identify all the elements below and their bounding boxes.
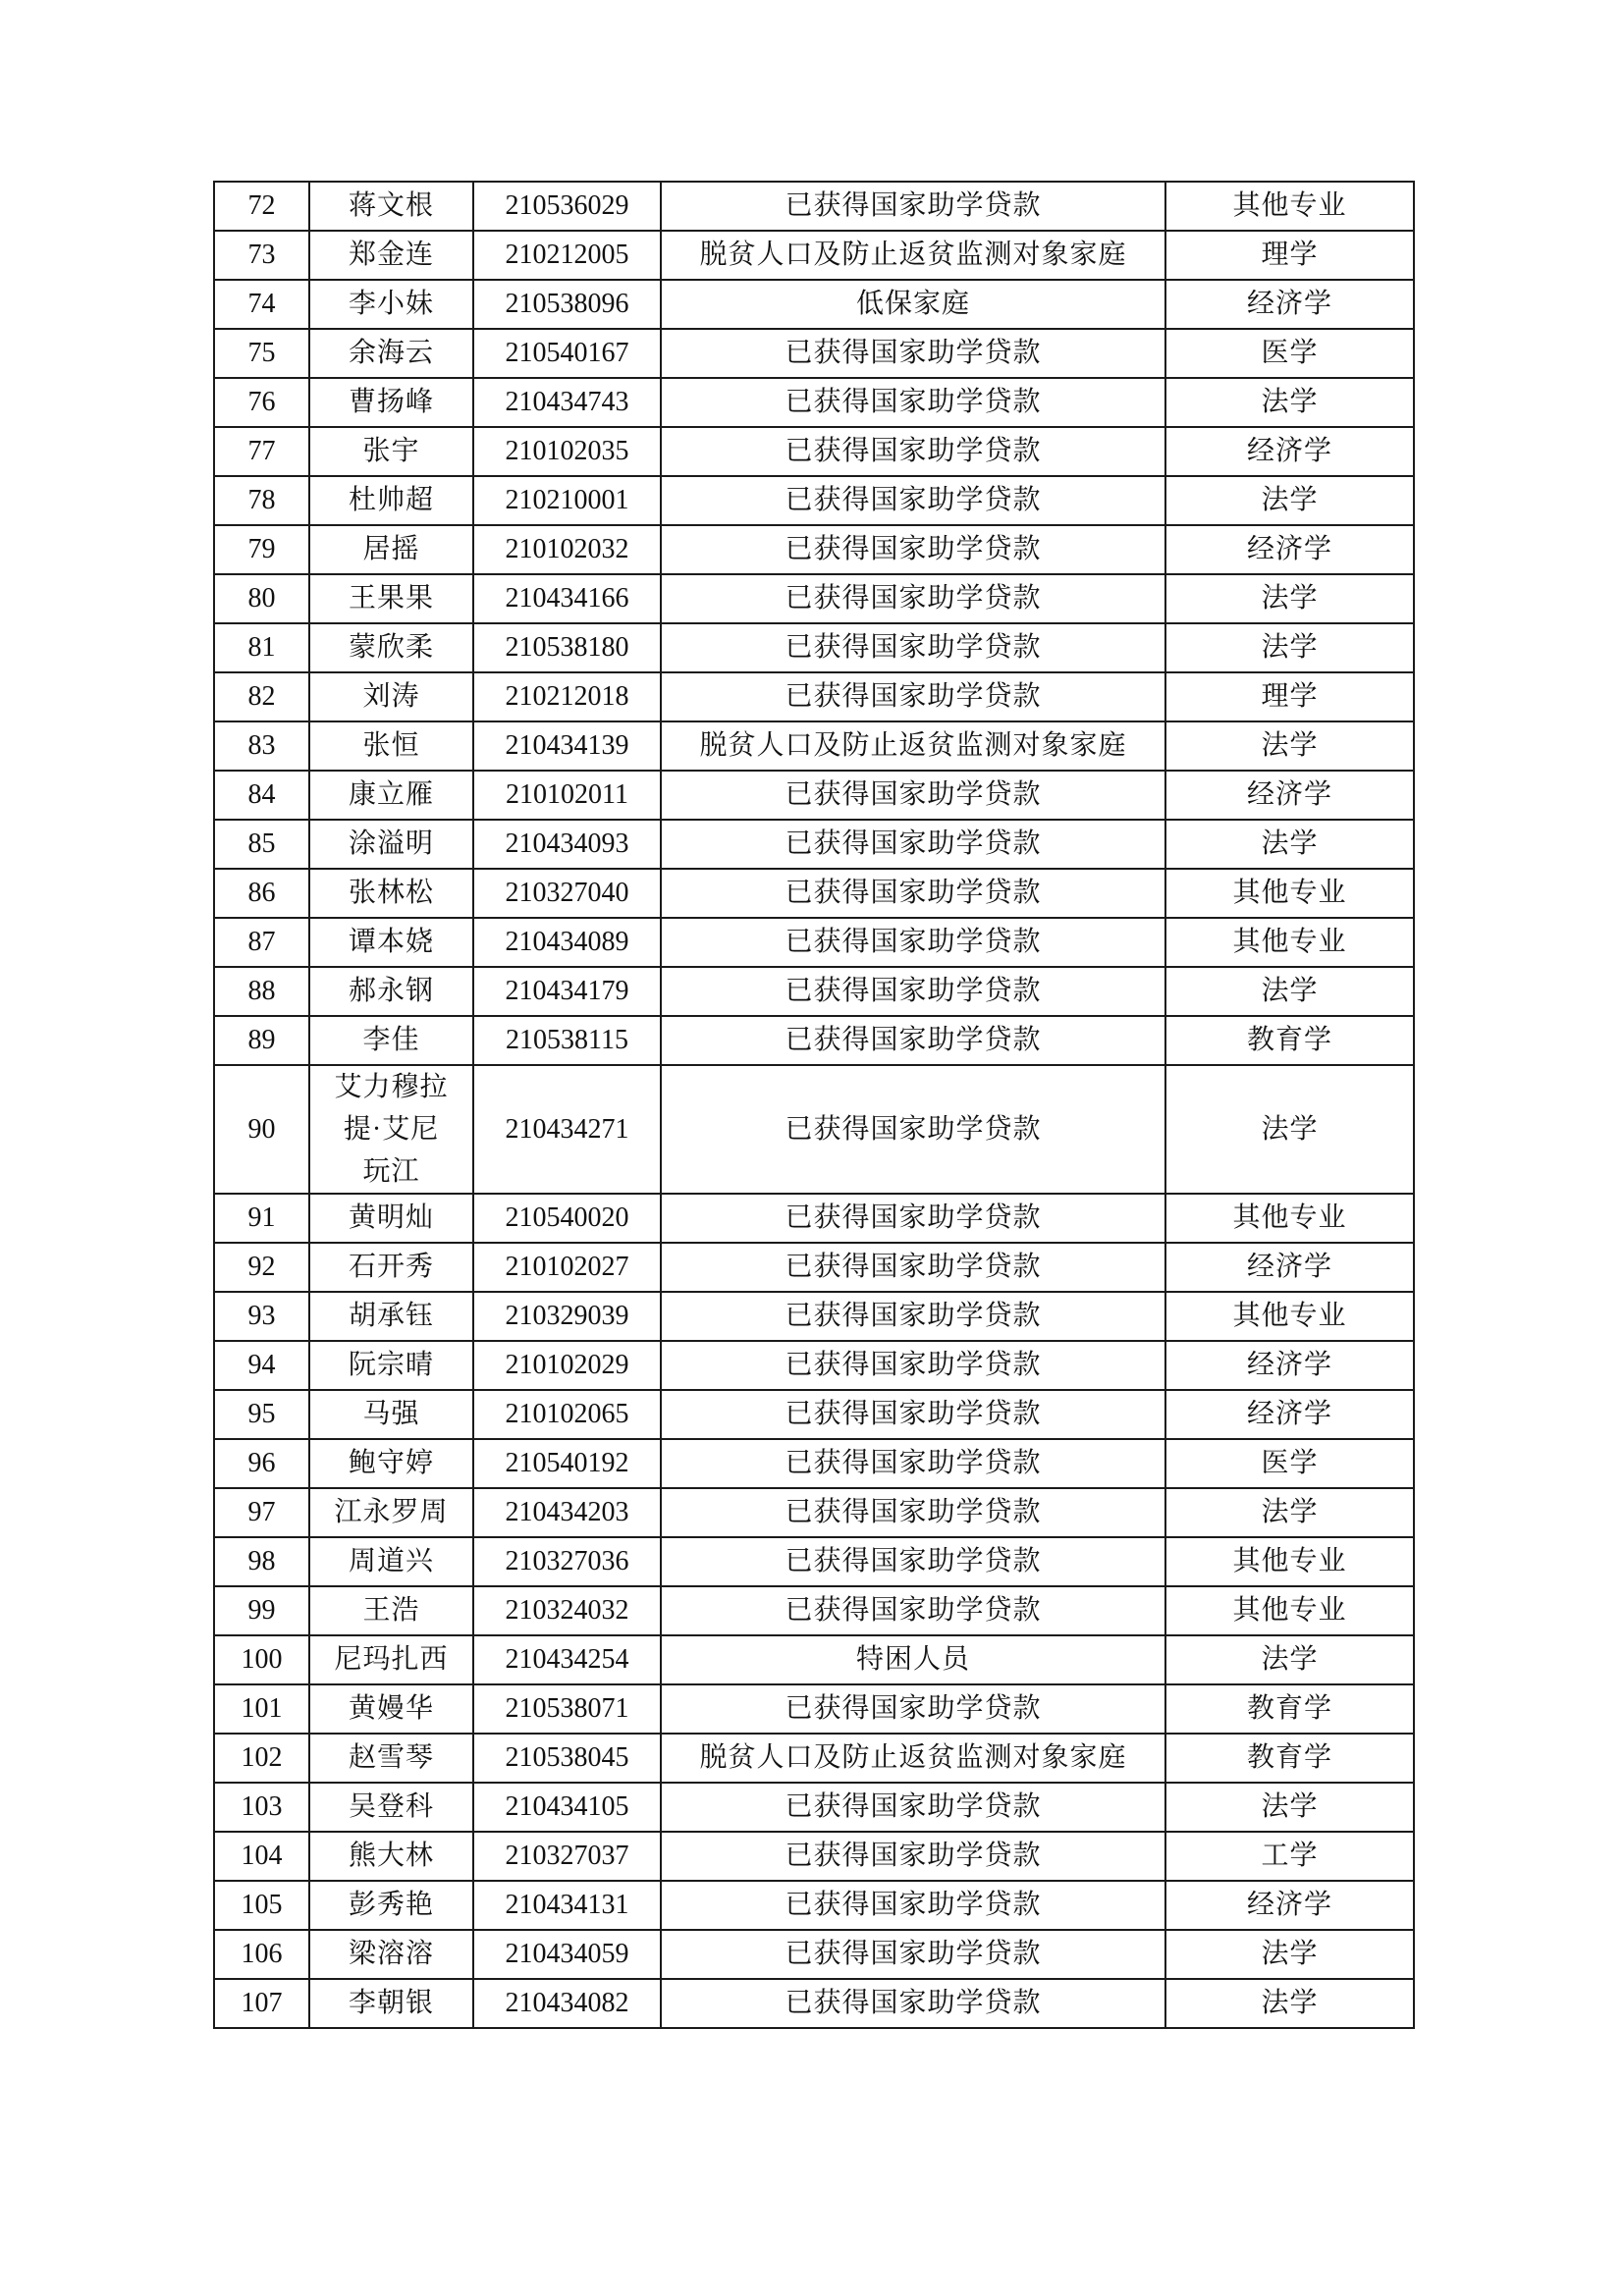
- student-name: 蒋文根: [309, 182, 473, 231]
- student-id: 210434271: [473, 1065, 661, 1194]
- student-id: 210212005: [473, 231, 661, 280]
- hardship-type: 脱贫人口及防止返贫监测对象家庭: [661, 1734, 1165, 1783]
- student-id: 210324032: [473, 1586, 661, 1635]
- student-name: 余海云: [309, 329, 473, 378]
- major-category: 医学: [1165, 329, 1414, 378]
- major-category: 教育学: [1165, 1734, 1414, 1783]
- table-row: [214, 574, 1414, 623]
- major-category: 经济学: [1165, 1390, 1414, 1439]
- hardship-type: 已获得国家助学贷款: [661, 476, 1165, 525]
- student-name: [309, 1065, 473, 1194]
- hardship-type: 低保家庭: [661, 280, 1165, 329]
- table-row: [214, 1016, 1414, 1065]
- hardship-type: 已获得国家助学贷款: [661, 1832, 1165, 1881]
- major-category: 其他专业: [1165, 918, 1414, 967]
- hardship-type: 已获得国家助学贷款: [661, 1341, 1165, 1390]
- major-category: 法学: [1165, 378, 1414, 427]
- hardship-type: 已获得国家助学贷款: [661, 378, 1165, 427]
- student-name: 刘涛: [309, 672, 473, 721]
- student-id: 210102032: [473, 525, 661, 574]
- hardship-type: 已获得国家助学贷款: [661, 1016, 1165, 1065]
- student-id: 210327037: [473, 1832, 661, 1881]
- student-id: 210434093: [473, 820, 661, 869]
- student-id: 210102035: [473, 427, 661, 476]
- table-row: [214, 329, 1414, 378]
- major-category: 经济学: [1165, 1243, 1414, 1292]
- student-id: 210540020: [473, 1194, 661, 1243]
- table-row: [214, 280, 1414, 329]
- major-category: 其他专业: [1165, 1537, 1414, 1586]
- hardship-type: 已获得国家助学贷款: [661, 820, 1165, 869]
- row-number: 94: [214, 1341, 309, 1390]
- table-row: [214, 1488, 1414, 1537]
- row-number: 93: [214, 1292, 309, 1341]
- hardship-type: 已获得国家助学贷款: [661, 1881, 1165, 1930]
- table-row: [214, 869, 1414, 918]
- table-row: [214, 1586, 1414, 1635]
- major-category: 工学: [1165, 1832, 1414, 1881]
- row-number: 97: [214, 1488, 309, 1537]
- major-category: 法学: [1165, 1065, 1414, 1194]
- hardship-type: 已获得国家助学贷款: [661, 525, 1165, 574]
- student-name: 阮宗晴: [309, 1341, 473, 1390]
- table-row: [214, 1243, 1414, 1292]
- student-name: 王浩: [309, 1586, 473, 1635]
- table-row: [214, 1537, 1414, 1586]
- hardship-type: 已获得国家助学贷款: [661, 672, 1165, 721]
- student-name: 李佳: [309, 1016, 473, 1065]
- student-id: 210434089: [473, 918, 661, 967]
- student-id: 210434082: [473, 1979, 661, 2028]
- student-id: 210536029: [473, 182, 661, 231]
- student-name: 鲍守婷: [309, 1439, 473, 1488]
- student-id: 210434179: [473, 967, 661, 1016]
- hardship-type: 已获得国家助学贷款: [661, 1684, 1165, 1734]
- student-name: 胡承钰: [309, 1292, 473, 1341]
- table-row: [214, 525, 1414, 574]
- student-name: 梁溶溶: [309, 1930, 473, 1979]
- table-row: [214, 231, 1414, 280]
- student-name: 郝永钢: [309, 967, 473, 1016]
- student-name: 李朝银: [309, 1979, 473, 2028]
- row-number: 101: [214, 1684, 309, 1734]
- row-number: 73: [214, 231, 309, 280]
- table-row: [214, 1930, 1414, 1979]
- student-id: 210538071: [473, 1684, 661, 1734]
- major-category: 经济学: [1165, 1881, 1414, 1930]
- hardship-type: 脱贫人口及防止返贫监测对象家庭: [661, 721, 1165, 771]
- student-name: 彭秀艳: [309, 1881, 473, 1930]
- table-row: [214, 1439, 1414, 1488]
- table-body: [214, 182, 1414, 2028]
- row-number: 83: [214, 721, 309, 771]
- row-number: 99: [214, 1586, 309, 1635]
- table-row: [214, 1734, 1414, 1783]
- student-name: 李小妹: [309, 280, 473, 329]
- student-id: 210327036: [473, 1537, 661, 1586]
- student-id: 210538096: [473, 280, 661, 329]
- row-number: 105: [214, 1881, 309, 1930]
- hardship-type: 已获得国家助学贷款: [661, 869, 1165, 918]
- major-category: 法学: [1165, 476, 1414, 525]
- student-id: 210102027: [473, 1243, 661, 1292]
- student-name: 王果果: [309, 574, 473, 623]
- student-name: 赵雪琴: [309, 1734, 473, 1783]
- student-id: 210329039: [473, 1292, 661, 1341]
- major-category: 其他专业: [1165, 1292, 1414, 1341]
- table-row: [214, 427, 1414, 476]
- hardship-type: 已获得国家助学贷款: [661, 623, 1165, 672]
- student-name: 曹扬峰: [309, 378, 473, 427]
- student-id: 210538180: [473, 623, 661, 672]
- major-category: 法学: [1165, 820, 1414, 869]
- row-number: 84: [214, 771, 309, 820]
- student-name: 蒙欣柔: [309, 623, 473, 672]
- student-id: 210538045: [473, 1734, 661, 1783]
- student-name: 杜帅超: [309, 476, 473, 525]
- major-category: 法学: [1165, 1930, 1414, 1979]
- hardship-type: 已获得国家助学贷款: [661, 1439, 1165, 1488]
- table-row: [214, 1390, 1414, 1439]
- major-category: 法学: [1165, 1783, 1414, 1832]
- major-category: 其他专业: [1165, 869, 1414, 918]
- student-name: 江永罗周: [309, 1488, 473, 1537]
- row-number: 96: [214, 1439, 309, 1488]
- major-category: 经济学: [1165, 771, 1414, 820]
- row-number: 102: [214, 1734, 309, 1783]
- row-number: 106: [214, 1930, 309, 1979]
- student-name: 郑金连: [309, 231, 473, 280]
- student-id: 210434059: [473, 1930, 661, 1979]
- student-aid-table: [213, 181, 1415, 2029]
- row-number: 91: [214, 1194, 309, 1243]
- table-row: [214, 1292, 1414, 1341]
- student-name: 吴登科: [309, 1783, 473, 1832]
- student-id: 210540192: [473, 1439, 661, 1488]
- student-id: 210538115: [473, 1016, 661, 1065]
- student-name: 张宇: [309, 427, 473, 476]
- student-name: 涂溢明: [309, 820, 473, 869]
- student-id: 210102065: [473, 1390, 661, 1439]
- major-category: 经济学: [1165, 427, 1414, 476]
- table-row: [214, 967, 1414, 1016]
- major-category: 其他专业: [1165, 1194, 1414, 1243]
- student-id: 210210001: [473, 476, 661, 525]
- hardship-type: 已获得国家助学贷款: [661, 1194, 1165, 1243]
- student-name: 张林松: [309, 869, 473, 918]
- major-category: 法学: [1165, 1635, 1414, 1684]
- hardship-type: 已获得国家助学贷款: [661, 1979, 1165, 2028]
- row-number: 89: [214, 1016, 309, 1065]
- student-id: 210434131: [473, 1881, 661, 1930]
- major-category: 其他专业: [1165, 1586, 1414, 1635]
- table-row: [214, 1065, 1414, 1194]
- major-category: 理学: [1165, 672, 1414, 721]
- table-row: [214, 623, 1414, 672]
- hardship-type: 已获得国家助学贷款: [661, 1586, 1165, 1635]
- row-number: 79: [214, 525, 309, 574]
- hardship-type: 已获得国家助学贷款: [661, 574, 1165, 623]
- table-row: [214, 1783, 1414, 1832]
- major-category: 经济学: [1165, 280, 1414, 329]
- student-id: 210434139: [473, 721, 661, 771]
- student-id: 210212018: [473, 672, 661, 721]
- hardship-type: 脱贫人口及防止返贫监测对象家庭: [661, 231, 1165, 280]
- table-row: [214, 1979, 1414, 2028]
- row-number: 107: [214, 1979, 309, 2028]
- student-id: 210434166: [473, 574, 661, 623]
- hardship-type: 已获得国家助学贷款: [661, 427, 1165, 476]
- table-row: [214, 918, 1414, 967]
- row-number: 92: [214, 1243, 309, 1292]
- row-number: 74: [214, 280, 309, 329]
- hardship-type: 已获得国家助学贷款: [661, 771, 1165, 820]
- major-category: 法学: [1165, 1979, 1414, 2028]
- row-number: 82: [214, 672, 309, 721]
- row-number: 100: [214, 1635, 309, 1684]
- major-category: 经济学: [1165, 1341, 1414, 1390]
- student-name-line: 艾力穆拉: [334, 1072, 449, 1102]
- row-number: 72: [214, 182, 309, 231]
- student-name: 熊大林: [309, 1832, 473, 1881]
- table-row: [214, 771, 1414, 820]
- table-row: [214, 476, 1414, 525]
- row-number: 104: [214, 1832, 309, 1881]
- student-name: 张恒: [309, 721, 473, 771]
- student-name: 居摇: [309, 525, 473, 574]
- major-category: 教育学: [1165, 1016, 1414, 1065]
- major-category: 法学: [1165, 967, 1414, 1016]
- table-row: [214, 1684, 1414, 1734]
- hardship-type: 已获得国家助学贷款: [661, 918, 1165, 967]
- table-row: [214, 672, 1414, 721]
- student-name: 黄明灿: [309, 1194, 473, 1243]
- hardship-type: 已获得国家助学贷款: [661, 182, 1165, 231]
- student-id: 210540167: [473, 329, 661, 378]
- table-row: [214, 1194, 1414, 1243]
- student-id: 210434105: [473, 1783, 661, 1832]
- hardship-type: 已获得国家助学贷款: [661, 329, 1165, 378]
- row-number: 86: [214, 869, 309, 918]
- major-category: 理学: [1165, 231, 1414, 280]
- major-category: 法学: [1165, 574, 1414, 623]
- major-category: 法学: [1165, 721, 1414, 771]
- student-name-line: 提·艾尼: [343, 1114, 440, 1145]
- table-row: [214, 1832, 1414, 1881]
- student-name: 马强: [309, 1390, 473, 1439]
- table-row: [214, 820, 1414, 869]
- row-number: 85: [214, 820, 309, 869]
- hardship-type: 已获得国家助学贷款: [661, 1292, 1165, 1341]
- table-row: [214, 378, 1414, 427]
- student-id: 210102011: [473, 771, 661, 820]
- row-number: 88: [214, 967, 309, 1016]
- student-id: 210434743: [473, 378, 661, 427]
- major-category: 医学: [1165, 1439, 1414, 1488]
- row-number: 95: [214, 1390, 309, 1439]
- student-name: 石开秀: [309, 1243, 473, 1292]
- row-number: 98: [214, 1537, 309, 1586]
- hardship-type: 已获得国家助学贷款: [661, 967, 1165, 1016]
- major-category: 教育学: [1165, 1684, 1414, 1734]
- hardship-type: 已获得国家助学贷款: [661, 1488, 1165, 1537]
- hardship-type: 特困人员: [661, 1635, 1165, 1684]
- major-category: 其他专业: [1165, 182, 1414, 231]
- table-row: [214, 182, 1414, 231]
- student-name: 尼玛扎西: [309, 1635, 473, 1684]
- row-number: 78: [214, 476, 309, 525]
- student-name-line: 玩江: [362, 1156, 420, 1187]
- row-number: 75: [214, 329, 309, 378]
- row-number: 90: [214, 1065, 309, 1194]
- hardship-type: 已获得国家助学贷款: [661, 1783, 1165, 1832]
- row-number: 77: [214, 427, 309, 476]
- student-id: 210102029: [473, 1341, 661, 1390]
- table-row: [214, 1635, 1414, 1684]
- table-row: [214, 721, 1414, 771]
- student-id: 210434254: [473, 1635, 661, 1684]
- hardship-type: 已获得国家助学贷款: [661, 1390, 1165, 1439]
- major-category: 经济学: [1165, 525, 1414, 574]
- major-category: 法学: [1165, 623, 1414, 672]
- student-name: 康立雁: [309, 771, 473, 820]
- student-name: 黄嫚华: [309, 1684, 473, 1734]
- major-category: 法学: [1165, 1488, 1414, 1537]
- table-row: [214, 1341, 1414, 1390]
- table-row: [214, 1881, 1414, 1930]
- student-id: 210327040: [473, 869, 661, 918]
- hardship-type: 已获得国家助学贷款: [661, 1537, 1165, 1586]
- hardship-type: 已获得国家助学贷款: [661, 1243, 1165, 1292]
- hardship-type: 已获得国家助学贷款: [661, 1930, 1165, 1979]
- row-number: 81: [214, 623, 309, 672]
- row-number: 80: [214, 574, 309, 623]
- student-name: 周道兴: [309, 1537, 473, 1586]
- row-number: 76: [214, 378, 309, 427]
- student-name: 谭本娆: [309, 918, 473, 967]
- hardship-type: 已获得国家助学贷款: [661, 1065, 1165, 1194]
- row-number: 103: [214, 1783, 309, 1832]
- row-number: 87: [214, 918, 309, 967]
- student-id: 210434203: [473, 1488, 661, 1537]
